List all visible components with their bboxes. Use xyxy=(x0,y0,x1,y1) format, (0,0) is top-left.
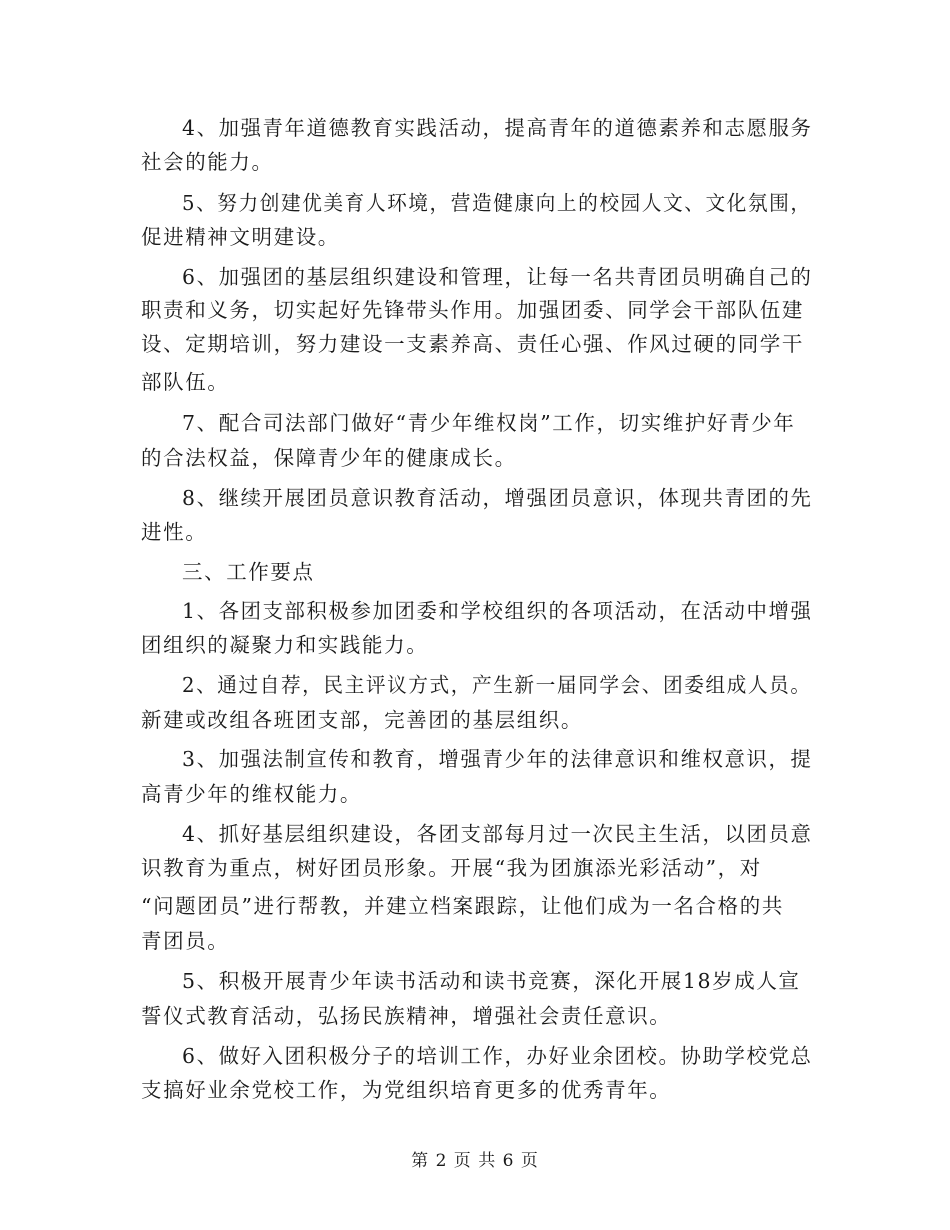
paragraph-line: 新建或改组各班团支部，完善团的基层组织。 xyxy=(141,708,583,732)
paragraph-line: 设、定期培训，努力建设一支素养高、责任心强、作风过硬的同学干 xyxy=(141,332,804,356)
paragraph-line: 支搞好业余党校工作，为党组织培育更多的优秀青年。 xyxy=(141,1078,672,1102)
paragraph-line: 促进精神文明建设。 xyxy=(141,225,340,249)
paragraph-line: 6、加强团的基层组织建设和管理，让每一名共青团员明确自己的 xyxy=(182,265,813,289)
paragraph-line: 青团员。 xyxy=(141,929,230,953)
paragraph-line: 1、各团支部积极参加团委和学校组织的各项活动，在活动中增强 xyxy=(182,599,813,623)
page-number-footer: 第 2 页 共 6 页 xyxy=(411,1151,539,1171)
paragraph-line: 4、抓好基层组织建设，各团支部每月过一次民主生活，以团员意 xyxy=(182,822,813,846)
paragraph-line: 高青少年的维权能力。 xyxy=(141,782,362,806)
paragraph-line: 进性。 xyxy=(141,520,208,544)
paragraph-line: 2、通过自荐，民主评议方式，产生新一届同学会、团委组成人员。 xyxy=(182,673,812,697)
paragraph-line: 4、加强青年道德教育实践活动，提高青年的道德素养和志愿服务 xyxy=(182,116,813,140)
paragraph-line: 识教育为重点，树好团员形象。开展“我为团旗添光彩活动”，对 xyxy=(141,856,762,880)
paragraph-line: 部队伍。 xyxy=(141,370,230,394)
paragraph-line: 7、配合司法部门做好“青少年维权岗”工作，切实维护好青少年 xyxy=(182,411,796,435)
paragraph-line: 团组织的凝聚力和实践能力。 xyxy=(141,633,429,657)
paragraph-line: 社会的能力。 xyxy=(141,150,274,174)
paragraph-line: 6、做好入团积极分子的培训工作，办好业余团校。协助学校党总 xyxy=(182,1044,813,1068)
paragraph-line: “问题团员”进行帮教，并建立档案跟踪，让他们成为一名合格的共 xyxy=(141,894,784,918)
paragraph-line: 誓仪式教育活动，弘扬民族精神，增强社会责任意识。 xyxy=(141,1004,672,1028)
paragraph-line: 职责和义务，切实起好先锋带头作用。加强团委、同学会干部队伍建 xyxy=(141,298,804,322)
paragraph-line: 5、努力创建优美育人环境，营造健康向上的校园人文、文化氛围， xyxy=(182,191,812,215)
paragraph-line: 的合法权益，保障青少年的健康成长。 xyxy=(141,446,517,470)
paragraph-line: 5、积极开展青少年读书活动和读书竞赛，深化开展18岁成人宣 xyxy=(182,969,801,993)
paragraph-line: 8、继续开展团员意识教育活动，增强团员意识，体现共青团的先 xyxy=(182,486,813,510)
paragraph-line: 3、加强法制宣传和教育，增强青少年的法律意识和维权意识，提 xyxy=(182,747,813,771)
section-heading: 三、工作要点 xyxy=(182,560,315,584)
